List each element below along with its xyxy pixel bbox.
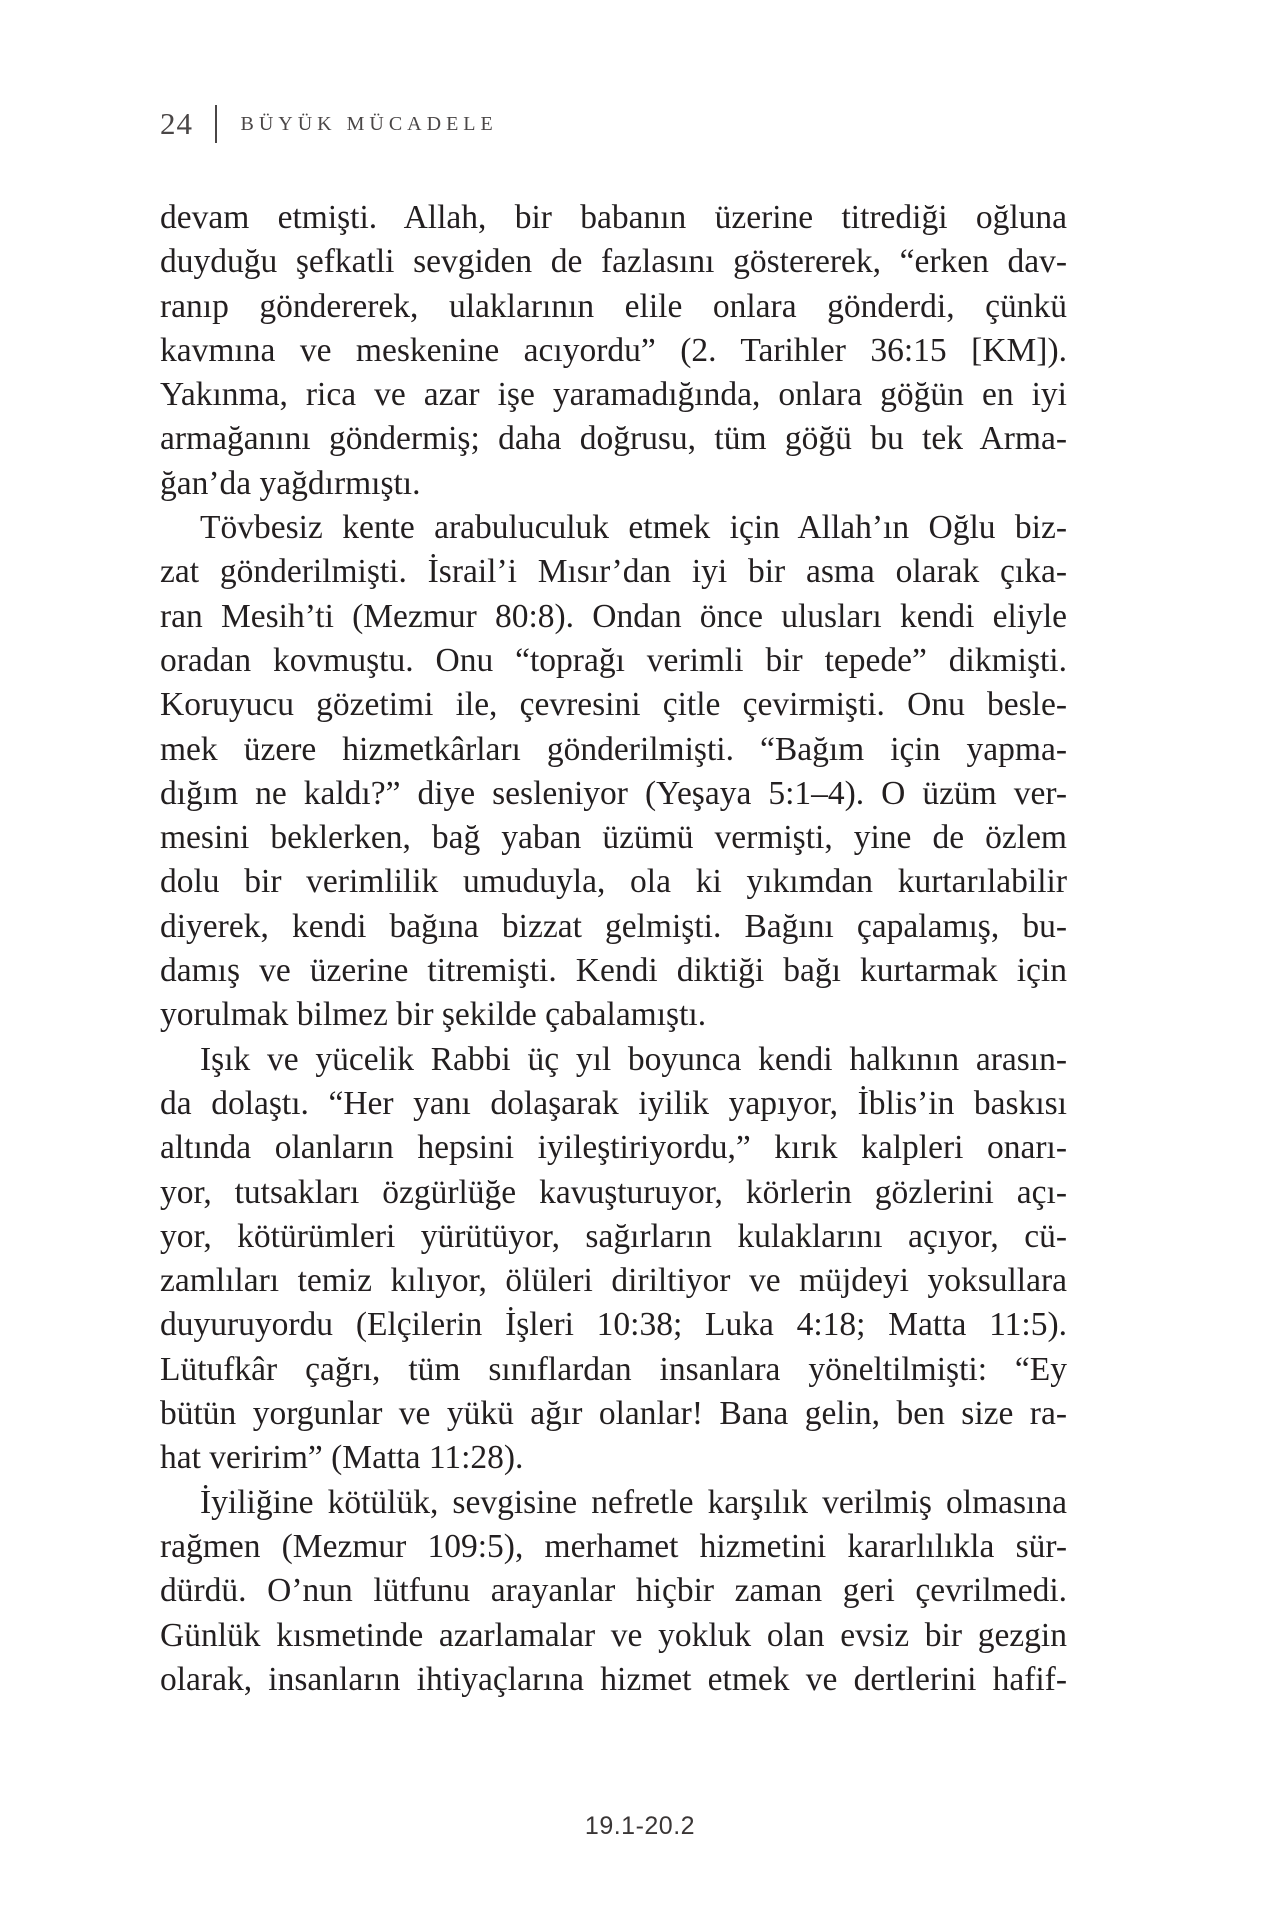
text-line: İyiliğine kötülük, sevgisine nefretle karşılık verilmiş olmasına: [200, 1483, 1067, 1521]
text-line: ran Mesih’ti (Mezmur 80:8). Ondan önce ulusları kendi eliyle: [160, 597, 1067, 635]
text-line: rağmen (Mezmur 109:5), merhamet hizmetini kararlılıkla sür-: [160, 1527, 1067, 1565]
text-line: da dolaştı. “Her yanı dolaşarak iyilik yapıyor, İblis’in baskısı: [160, 1084, 1067, 1122]
text-line: duyduğu şefkatli sevgiden de fazlasını göstererek, “erken dav-: [160, 243, 1067, 281]
text-line: ranıp göndererek, ulaklarının elile onlara gönderdi, çünkü: [160, 287, 1067, 325]
text-line: zamlıları temiz kılıyor, ölüleri diriltiyor ve müjdeyi yoksullara: [160, 1262, 1067, 1300]
text-line: damış ve üzerine titremişti. Kendi diktiği bağı kurtarmak için: [160, 952, 1067, 990]
text-line: altında olanların hepsini iyileştiriyordu,” kırık kalpleri onarı-: [160, 1129, 1067, 1167]
text-line: hat veririm” (Matta 11:28).: [160, 1439, 524, 1477]
text-line: olarak, insanların ihtiyaçlarına hizmet etmek ve dertlerini hafif-: [160, 1660, 1067, 1698]
text-line: duyuruyordu (Elçilerin İşleri 10:38; Luka 4:18; Matta 11:5).: [160, 1306, 1067, 1344]
text-line: diyerek, kendi bağına bizzat gelmişti. Bağını çapalamış, bu-: [160, 907, 1067, 945]
text-line: oradan kovmuştu. Onu “toprağı verimli bir tepede” dikmişti.: [160, 641, 1067, 679]
body-text: [160, 196, 1067, 1702]
text-line: mek üzere hizmetkârları gönderilmişti. “Bağım için yapma-: [160, 730, 1067, 768]
text-line: Koruyucu gözetimi ile, çevresini çitle çevirmişti. Onu besle-: [160, 686, 1067, 724]
text-line: Lütufkâr çağrı, tüm sınıflardan insanlara yöneltilmişti: “Ey: [160, 1350, 1067, 1388]
running-header: [160, 102, 498, 146]
text-line: dolu bir verimlilik umuduyla, ola ki yıkımdan kurtarılabilir: [160, 863, 1067, 901]
text-line: yor, tutsakları özgürlüğe kavuşturuyor, körlerin gözlerini açı-: [160, 1173, 1067, 1211]
page-number: 24: [160, 106, 193, 141]
text-line: Günlük kısmetinde azarlamalar ve yokluk olan evsiz bir gezgin: [160, 1616, 1067, 1654]
text-line: armağanını göndermiş; daha doğrusu, tüm göğü bu tek Arma-: [160, 420, 1067, 458]
text-line: mesini beklerken, bağ yaban üzümü vermişti, yine de özlem: [160, 819, 1067, 857]
text-line: ğan’da yağdırmıştı.: [160, 464, 421, 502]
text-line: bütün yorgunlar ve yükü ağır olanlar! Bana gelin, ben size ra-: [160, 1395, 1067, 1433]
text-line: Yakınma, rica ve azar işe yaramadığında, onlara göğün en iyi: [160, 376, 1067, 414]
text-line: Tövbesiz kente arabuluculuk etmek için Allah’ın Oğlu biz-: [200, 509, 1067, 547]
footer-code: 19.1-20.2: [584, 1812, 696, 1840]
text-line: zat gönderilmişti. İsrail’i Mısır’dan iyi bir asma olarak çıka-: [160, 553, 1067, 591]
text-line: yorulmak bilmez bir şekilde çabalamıştı.: [160, 996, 707, 1034]
text-line: dürdü. O’nun lütfunu arayanlar hiçbir zaman geri çevrilmedi.: [160, 1572, 1067, 1610]
text-line: kavmına ve meskenine acıyordu” (2. Tarihler 36:15 [KM]).: [160, 331, 1067, 369]
book-title: BÜYÜK MÜCADELE: [240, 112, 498, 135]
text-line: yor, kötürümleri yürütüyor, sağırların kulaklarını açıyor, cü-: [160, 1217, 1067, 1255]
text-line: dığım ne kaldı?” diye sesleniyor (Yeşaya 5:1–4). O üzüm ver-: [160, 774, 1067, 812]
header-divider: [215, 105, 217, 143]
text-line: Işık ve yücelik Rabbi üç yıl boyunca kendi halkının arasın-: [200, 1040, 1067, 1078]
text-line: devam etmişti. Allah, bir babanın üzerine titrediği oğluna: [160, 199, 1067, 236]
